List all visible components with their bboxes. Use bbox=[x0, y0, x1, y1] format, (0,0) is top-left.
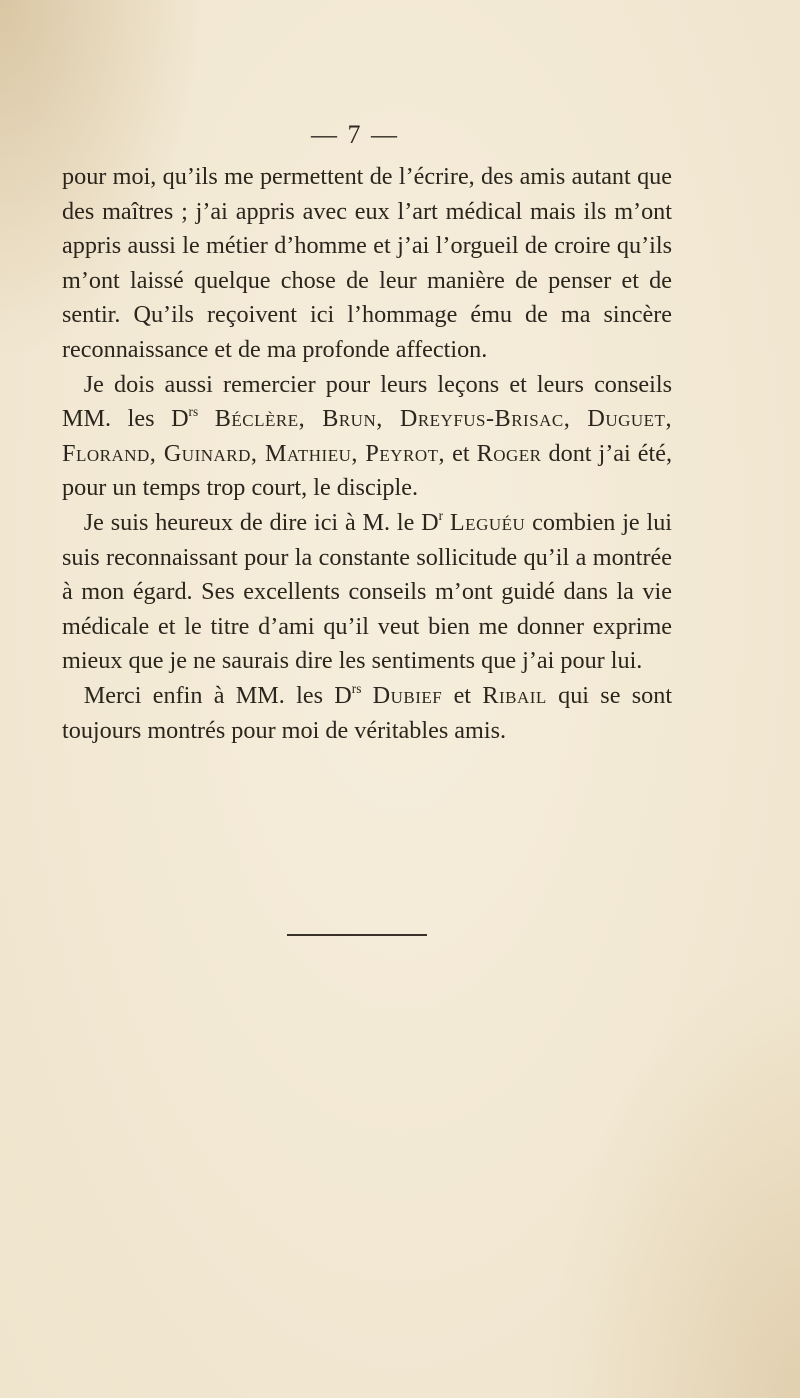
names-list-1: Béclère, Brun, Dreyfus-Brisac, Duguet, Florand, Guinard, Mathieu, Peyrot, bbox=[62, 405, 672, 467]
paragraph-4-tail: qui se sont toujours montrés pour moi de véritables amis. bbox=[62, 681, 673, 744]
name-ribail: Ribail bbox=[482, 681, 547, 709]
body-text bbox=[62, 160, 672, 748]
horizontal-rule bbox=[287, 934, 427, 936]
conjunction-et: et bbox=[452, 439, 470, 467]
doctors-abbrev-sup: rs bbox=[351, 680, 362, 696]
doctors-abbrev-sup: rs bbox=[188, 404, 199, 420]
paragraph-3 bbox=[62, 506, 672, 679]
name-dubief: Dubief bbox=[372, 681, 443, 709]
paragraph-4-lead: Merci enfin à MM. les D bbox=[83, 681, 352, 709]
paragraph-2-lead: Je dois aussi remercier pour leurs leçons et leurs conseils MM. les D bbox=[62, 370, 672, 433]
paragraph-2 bbox=[62, 368, 672, 506]
name-roger: Roger bbox=[476, 439, 542, 467]
page-number: — 7 — bbox=[311, 120, 399, 149]
name-legueu: Leguéu bbox=[449, 508, 526, 536]
paragraph-1: pour moi, qu’ils me permettent de l’écrire, des amis autant que des maîtres ; j’ai appris avec eux l’art médical mais ils m’ont appris aussi le métier d’homme et j’ai l’orgueil de croire qu’ils m’ont laissé quelque chose de leur manière de penser et de sentir. Qu’ils reçoivent ici l’hommage ému de ma sincère reconnaissance et de ma profonde affection. bbox=[62, 163, 672, 363]
paragraph-3-tail: combien je lui suis reconnaissant pour la constante sollicitude qu’il a montrée à mon égard. Ses excellents conseils m’ont guidé dans la vie médicale et le titre d’ami qu’il veut bien me donner exprime mieux que je ne saurais dire les sentiments que j’ai pour lui. bbox=[62, 508, 673, 675]
paragraph-2-tail: dont j’ai été, pour un temps trop court, le disciple. bbox=[62, 439, 673, 502]
doctor-abbrev-sup: r bbox=[438, 507, 444, 523]
paragraph-3-lead: Je suis heureux de dire ici à M. le D bbox=[83, 508, 439, 536]
conjunction-et: et bbox=[453, 681, 472, 709]
paragraph-4 bbox=[62, 679, 672, 748]
